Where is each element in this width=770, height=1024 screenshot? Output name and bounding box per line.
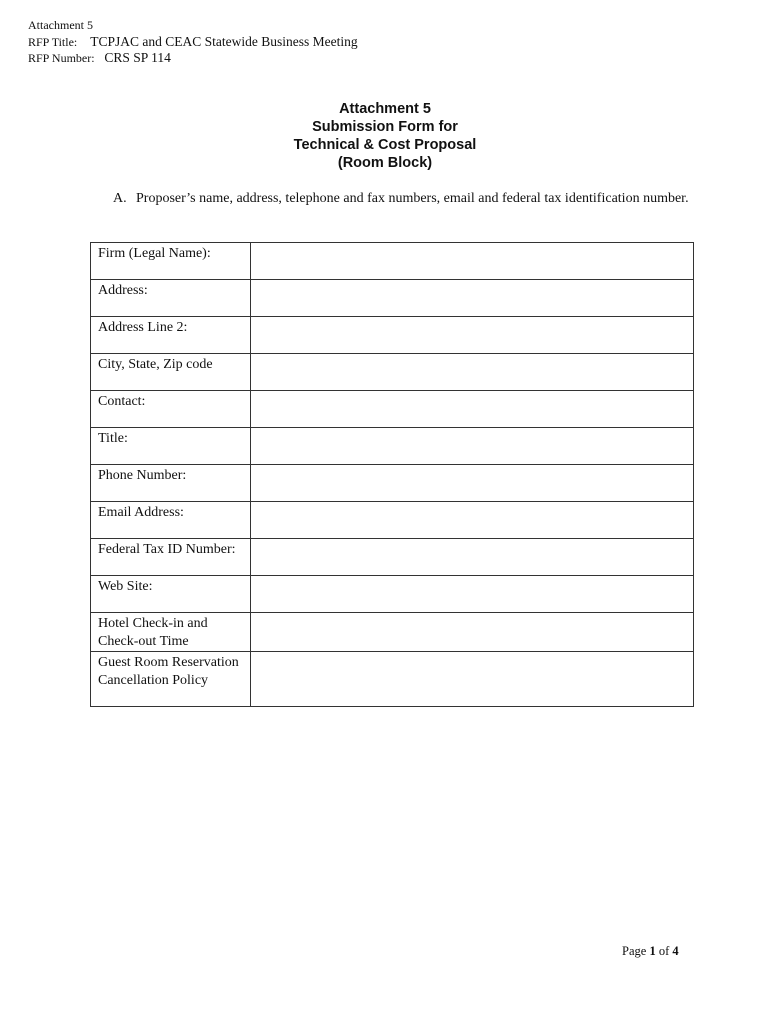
field-web-site[interactable] [251, 576, 694, 613]
row-label-firm: Firm (Legal Name): [91, 243, 251, 280]
title-line-4: (Room Block) [337, 155, 433, 171]
table-row [91, 391, 694, 428]
section-a-text: Proposer’s name, address, telephone and fax numbers, email and federal tax identification number. [136, 191, 689, 206]
table-row [91, 354, 694, 391]
footer-of-word: of [658, 944, 670, 958]
row-label-phone: Phone Number: [91, 465, 251, 502]
table-row [91, 465, 694, 502]
document-header [28, 17, 358, 67]
header-attachment: Attachment 5 [28, 18, 93, 32]
field-city-state-zip[interactable] [251, 354, 694, 391]
field-check-in-out-time[interactable] [251, 613, 694, 652]
row-label-check-in-out: Hotel Check-in and Check-out Time [91, 613, 251, 652]
table-row [91, 613, 694, 652]
row-label-cancellation-policy: Guest Room Reservation Cancellation Policy [91, 652, 251, 707]
row-label-contact: Contact: [91, 391, 251, 428]
title-line-3: Technical & Cost Proposal [293, 137, 477, 153]
header-rfp-number [28, 50, 358, 67]
page-footer [622, 944, 679, 959]
footer-page-total: 4 [672, 944, 679, 958]
title-line-2: Submission Form for [312, 119, 458, 135]
row-label-web-site: Web Site: [91, 576, 251, 613]
header-rfp-title [28, 34, 358, 51]
row-label-address-line-2: Address Line 2: [91, 317, 251, 354]
rfp-number-label: RFP Number: [28, 51, 95, 65]
field-address[interactable] [251, 280, 694, 317]
row-label-city-state-zip: City, State, Zip code [91, 354, 251, 391]
field-cancellation-policy[interactable] [251, 652, 694, 707]
table-row [91, 428, 694, 465]
field-title[interactable] [251, 428, 694, 465]
field-federal-tax-id[interactable] [251, 539, 694, 576]
table-row [91, 317, 694, 354]
footer-page-word: Page [622, 944, 647, 958]
row-label-email: Email Address: [91, 502, 251, 539]
footer-page-current: 1 [649, 944, 656, 958]
table-row [91, 652, 694, 707]
row-label-title: Title: [91, 428, 251, 465]
row-label-federal-tax-id: Federal Tax ID Number: [91, 539, 251, 576]
section-a [113, 190, 693, 208]
title-line-1: Attachment 5 [339, 101, 431, 117]
rfp-title-value: TCPJAC and CEAC Statewide Business Meeting [90, 33, 358, 49]
field-address-line-2[interactable] [251, 317, 694, 354]
field-phone-number[interactable] [251, 465, 694, 502]
rfp-title-label: RFP Title: [28, 34, 78, 49]
proposer-info-table [90, 242, 694, 707]
table-row [91, 243, 694, 280]
row-label-address: Address: [91, 280, 251, 317]
table-row [91, 502, 694, 539]
field-contact[interactable] [251, 391, 694, 428]
field-email-address[interactable] [251, 502, 694, 539]
table-row [91, 576, 694, 613]
field-firm-legal-name[interactable] [251, 243, 694, 280]
rfp-number-value: CRS SP 114 [104, 50, 171, 65]
table-row [91, 280, 694, 317]
table-row [91, 539, 694, 576]
form-title [0, 100, 770, 172]
section-a-marker: A. [113, 191, 127, 206]
